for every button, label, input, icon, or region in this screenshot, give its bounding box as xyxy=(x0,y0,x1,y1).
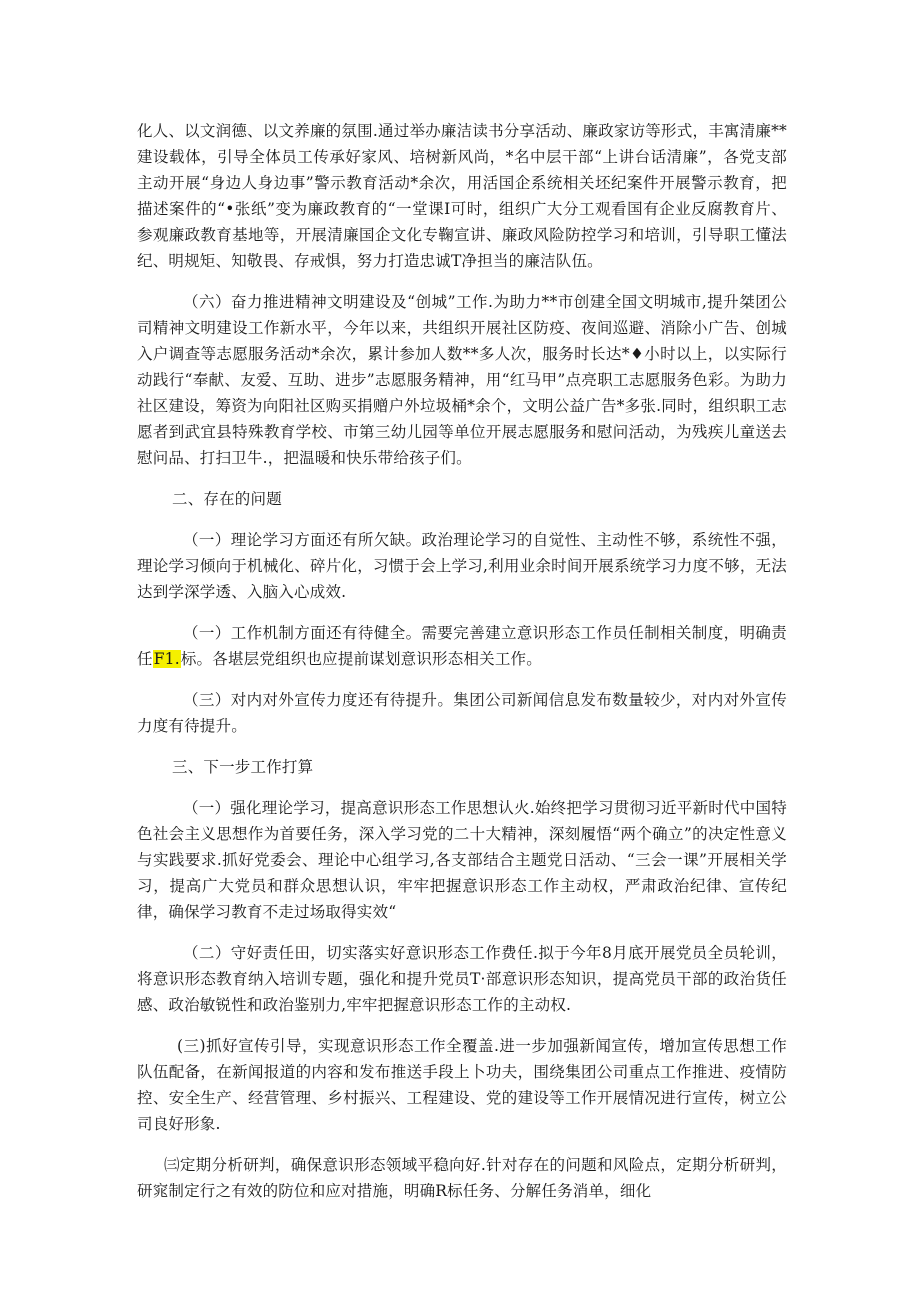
document-page xyxy=(137,118,787,1204)
work-mechanism-text-a: （一）工作机制方面还有待健全。需要完善建立意识形态工作员任制相关制度，明确责任 xyxy=(137,624,787,668)
paragraph-strengthen-study: （一）强化理论学习，提高意识形态工作思想认火.始终把学习贯彻习近平新时代中国特色社会主义思想作为首要任务，深入学习党的二十大精神，深刻履悟“两个确立”的决定性意义与实践要求.抓好党委会、理论中心组学习,各支部结合主题党日活动、“三会一课”开展相关学习，提高广大党员和群众思想认识，牢牢把握意识形态工作主动权，严肃政治纪律、宣传纪律，确保学习教育不走过场取得实效“ xyxy=(137,799,787,921)
paragraph-analysis: ㈢定期分析研判，确保意识形态领域平稳向好.针对存在的问题和风险点，定期分析研判，研窕制定行之有效的防位和应对措施，明确R标任务、分解任务消单，细化 xyxy=(137,1156,787,1200)
highlighted-text: F1. xyxy=(153,650,180,668)
section-heading-problems: 二、存在的问题 xyxy=(172,490,282,508)
paragraph-publicity: （三）对内对外宣传力度还有待提升。集团公司新闻信息发布数量较少，对内对外宣传力度有待提升。 xyxy=(137,691,787,735)
paragraph-theory-study: （一）理论学习方面还有所欠缺。政治理论学习的自觉性、主动性不够，系统性不强，理论学习倾向于机械化、碎片化，习惯于会上学习,利用业余时间开展系统学习力度不够，无法达到学深学透、入脑入心成效. xyxy=(137,531,787,601)
paragraph-responsibility: （二）守好责任田，切实落实好意识形态工作费任.拟于今年8月底开展党员全员轮训，将意识形态教育纳入培训专题，强化和提升党员T·部意识形态知识，提高党员干部的政治货任感、政治敏锐性和政治鉴别力,牢牢把握意识形态工作的主动权. xyxy=(137,944,787,1014)
paragraph-culture: 化人、以文润德、以文养廉的氛围.通过举办廉洁读书分享活动、廉政家访等形式，丰寓清廉**建设载体，引导全体员工传承好家风、培树新风尚，*名中层干部“上讲台话清廉”，各党支部主动开展“身边人身边事”警示教育活动*余次，用活国企系统相关坯纪案件开展警示教育，把描述案件的“•张纸”变为廉政教育的“一堂课I可时，组织广大分工观看国有企业反腐教育片、参观廉政教育基地等，开展清廉国企文化专鞠宣讲、廉政风险防控学习和培训，引导职工懂法纪、明规矩、知敬畏、存戒惧，努力打造忠诚T净担当的廉洁队伍。 xyxy=(137,122,787,270)
paragraph-guidance: (三)抓好宣传引导，实现意识形态工作全覆盖.进一步加强新闻宣传，增加宣传思想工作队伍配备，在新闻报道的内容和发布推送手段上卜功夫，围绕集团公司重点工作推进、疫情防控、安全生产、经营管理、乡村振兴、工程建设、党的建设等工作开展情况进行宣传，树立公司良好形象. xyxy=(137,1037,787,1133)
paragraph-work-mechanism xyxy=(137,620,787,672)
paragraph-civilization: （六）奋力推进精神文明建设及“创城”工作.为助力**市创建全国文明城市,提升桀团公司精神文明建设工作新水平，今年以来，共组织开展社区防疫、夜间巡避、消除小广告、创城入户调查等志愿服务活动*余次，累计参加人数**多人次，服务时长达*♦小时以上，以实际行动践行“奉献、友爱、互助、进步”志愿服务精神，用“红马甲”点亮职工志愿服务色彩。为助力社区建设，筹资为向阳社区购买捐赠户外垃圾桶*余个，文明公益广告*多张.同时，组织职工志愿者到武宜县特殊教育学校、市第三幼儿园等单位开展志愿服务和慰问活动，为残疾儿童送去慰问品、打扫卫牛.，把温暖和快乐带给孩子们。 xyxy=(137,293,787,467)
section-heading-next-steps: 三、下一步工作打算 xyxy=(172,758,314,776)
work-mechanism-text-b: 标。各堪层党组织也应提前谋划意识形态相关工作。 xyxy=(180,650,542,668)
